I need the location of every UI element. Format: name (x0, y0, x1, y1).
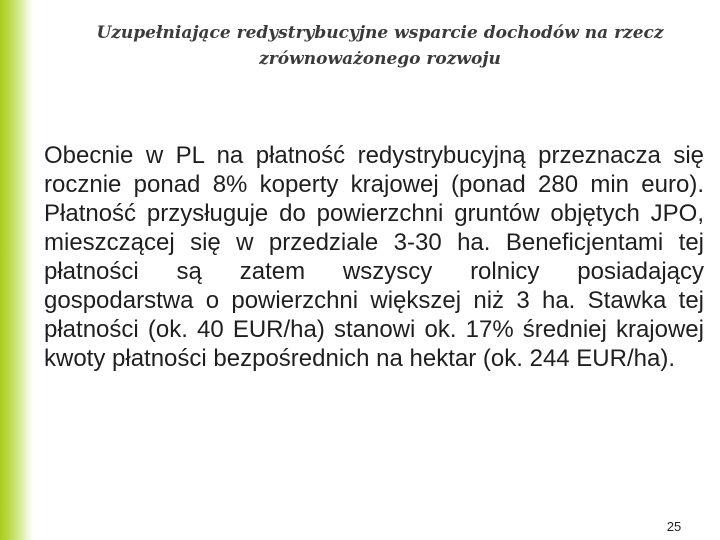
decorative-side-bar (0, 0, 34, 540)
page-number: 25 (666, 519, 682, 534)
title-line-1: Uzupełniające redystrybucyjne wsparcie dochodów na rzecz (96, 23, 664, 43)
title-line-2: zrównoważonego rozwoju (259, 49, 501, 69)
body-paragraph: Obecnie w PL na płatność redystrybucyjną przeznacza się rocznie ponad 8% koperty krajowej (ponad 280 min euro). Płatność przysługuje do powierzchni gruntów objętych JPO, mieszczącej się w przedziale 3-30 ha. Beneficjentami tej płatności są zatem wszyscy rolnicy posiadający gospodarstwa o powierzchni większej niż 3 ha. Stawka tej płatności (ok. 40 EUR/ha) stanowi ok. 17% średniej krajowej kwoty płatności bezpośrednich na hektar (ok. 244 EUR/ha). (44, 142, 704, 372)
slide-title (60, 20, 700, 72)
